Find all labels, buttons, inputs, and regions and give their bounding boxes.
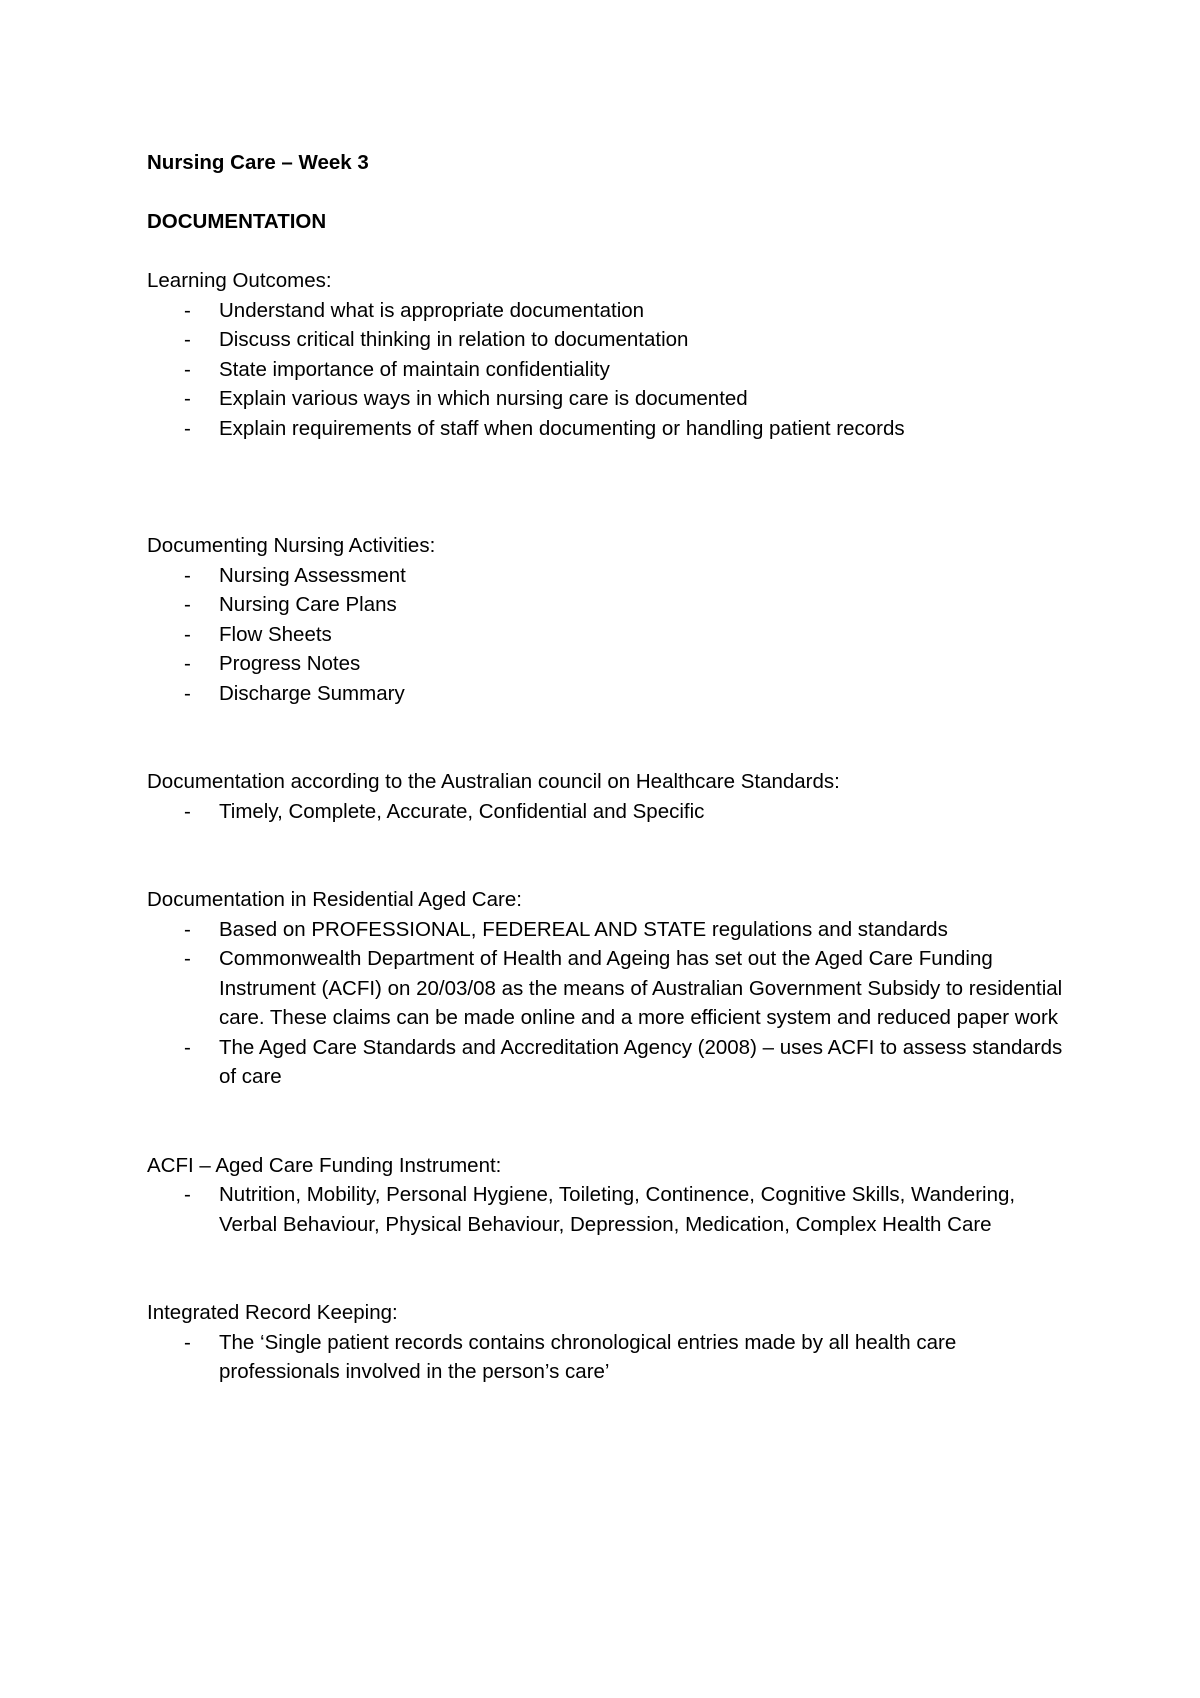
section-heading: Documenting Nursing Activities: <box>147 534 436 557</box>
section-acfi <box>147 1151 1077 1240</box>
dash-bullet: - <box>184 416 191 440</box>
list-item-text: Nursing Care Plans <box>219 593 397 616</box>
bullet-list <box>147 561 1077 709</box>
section-heading: Learning Outcomes: <box>147 269 332 292</box>
list-item <box>147 1328 1077 1387</box>
section-heading: Documentation according to the Australian council on Healthcare Standards: <box>147 770 840 793</box>
dash-bullet: - <box>184 917 191 941</box>
dash-bullet: - <box>184 1330 191 1354</box>
dash-bullet: - <box>184 357 191 381</box>
list-item-text: Understand what is appropriate documentation <box>219 298 645 322</box>
dash-bullet: - <box>184 1183 191 1206</box>
list-item <box>147 797 1077 827</box>
dash-bullet: - <box>184 652 191 675</box>
section-documenting-nursing-activities <box>147 531 1077 708</box>
section-residential-aged-care <box>147 885 1077 1092</box>
list-item <box>147 590 1077 620</box>
list-item <box>147 679 1077 709</box>
section-integrated-record-keeping <box>147 1298 1077 1387</box>
dash-bullet: - <box>184 681 191 705</box>
list-item <box>147 944 1077 1033</box>
list-item <box>147 561 1077 591</box>
list-item <box>147 1180 1077 1239</box>
list-item-text: Timely, Complete, Accurate, Confidential and Specific <box>219 799 705 823</box>
list-item-text: Progress Notes <box>219 652 361 675</box>
list-item-text: The Aged Care Standards and Accreditation Agency (2008) – uses ACFI to assess standards of care <box>219 1035 1063 1088</box>
list-item-text: Explain various ways in which nursing care is documented <box>219 387 748 410</box>
bullet-list <box>147 915 1077 1092</box>
list-item <box>147 1033 1077 1092</box>
list-item <box>147 414 1077 444</box>
bullet-list <box>147 296 1077 444</box>
list-item-text: Nursing Assessment <box>219 563 406 587</box>
list-item-text: Discharge Summary <box>219 681 405 705</box>
dash-bullet: - <box>184 298 191 322</box>
list-item <box>147 620 1077 650</box>
dash-bullet: - <box>184 799 191 823</box>
list-item-text: Explain requirements of staff when documenting or handling patient records <box>219 416 905 440</box>
list-item <box>147 649 1077 679</box>
section-heading: Integrated Record Keeping: <box>147 1301 398 1324</box>
dash-bullet: - <box>184 1035 191 1059</box>
bullet-list <box>147 1328 1077 1387</box>
document-heading: DOCUMENTATION <box>147 210 327 233</box>
list-item <box>147 296 1077 326</box>
dash-bullet: - <box>184 622 191 646</box>
list-item <box>147 325 1077 355</box>
list-item-text: Discuss critical thinking in relation to documentation <box>219 328 689 351</box>
section-healthcare-standards <box>147 767 1077 826</box>
section-heading: ACFI – Aged Care Funding Instrument: <box>147 1153 502 1177</box>
bullet-list <box>147 797 1077 827</box>
list-item-text: Nutrition, Mobility, Personal Hygiene, Toileting, Continence, Cognitive Skills, Wandering, Verbal Behaviour, Physical Behaviour, Depression, Medication, Complex Health Care <box>219 1183 1016 1236</box>
section-learning-outcomes <box>147 266 1077 443</box>
dash-bullet: - <box>184 593 191 616</box>
list-item-text: Commonwealth Department of Health and Ageing has set out the Aged Care Funding Instrument (ACFI) on 20/03/08 as the means of Australian Government Subsidy to residential care. These claims can be made online and a more efficient system and reduced paper work <box>219 947 1063 1029</box>
list-item <box>147 384 1077 414</box>
page-title: Nursing Care – Week 3 <box>147 151 369 174</box>
bullet-list <box>147 1180 1077 1239</box>
dash-bullet: - <box>184 387 191 410</box>
dash-bullet: - <box>184 563 191 587</box>
list-item <box>147 355 1077 385</box>
list-item-text: Based on PROFESSIONAL, FEDEREAL AND STATE regulations and standards <box>219 917 948 941</box>
dash-bullet: - <box>184 328 191 351</box>
document-body <box>147 148 1077 1387</box>
list-item-text: Flow Sheets <box>219 622 332 646</box>
list-item-text: The ‘Single patient records contains chronological entries made by all health care professionals involved in the person’s care’ <box>219 1330 957 1383</box>
section-heading: Documentation in Residential Aged Care: <box>147 888 522 911</box>
list-item-text: State importance of maintain confidentiality <box>219 357 610 381</box>
list-item <box>147 915 1077 945</box>
dash-bullet: - <box>184 947 191 970</box>
